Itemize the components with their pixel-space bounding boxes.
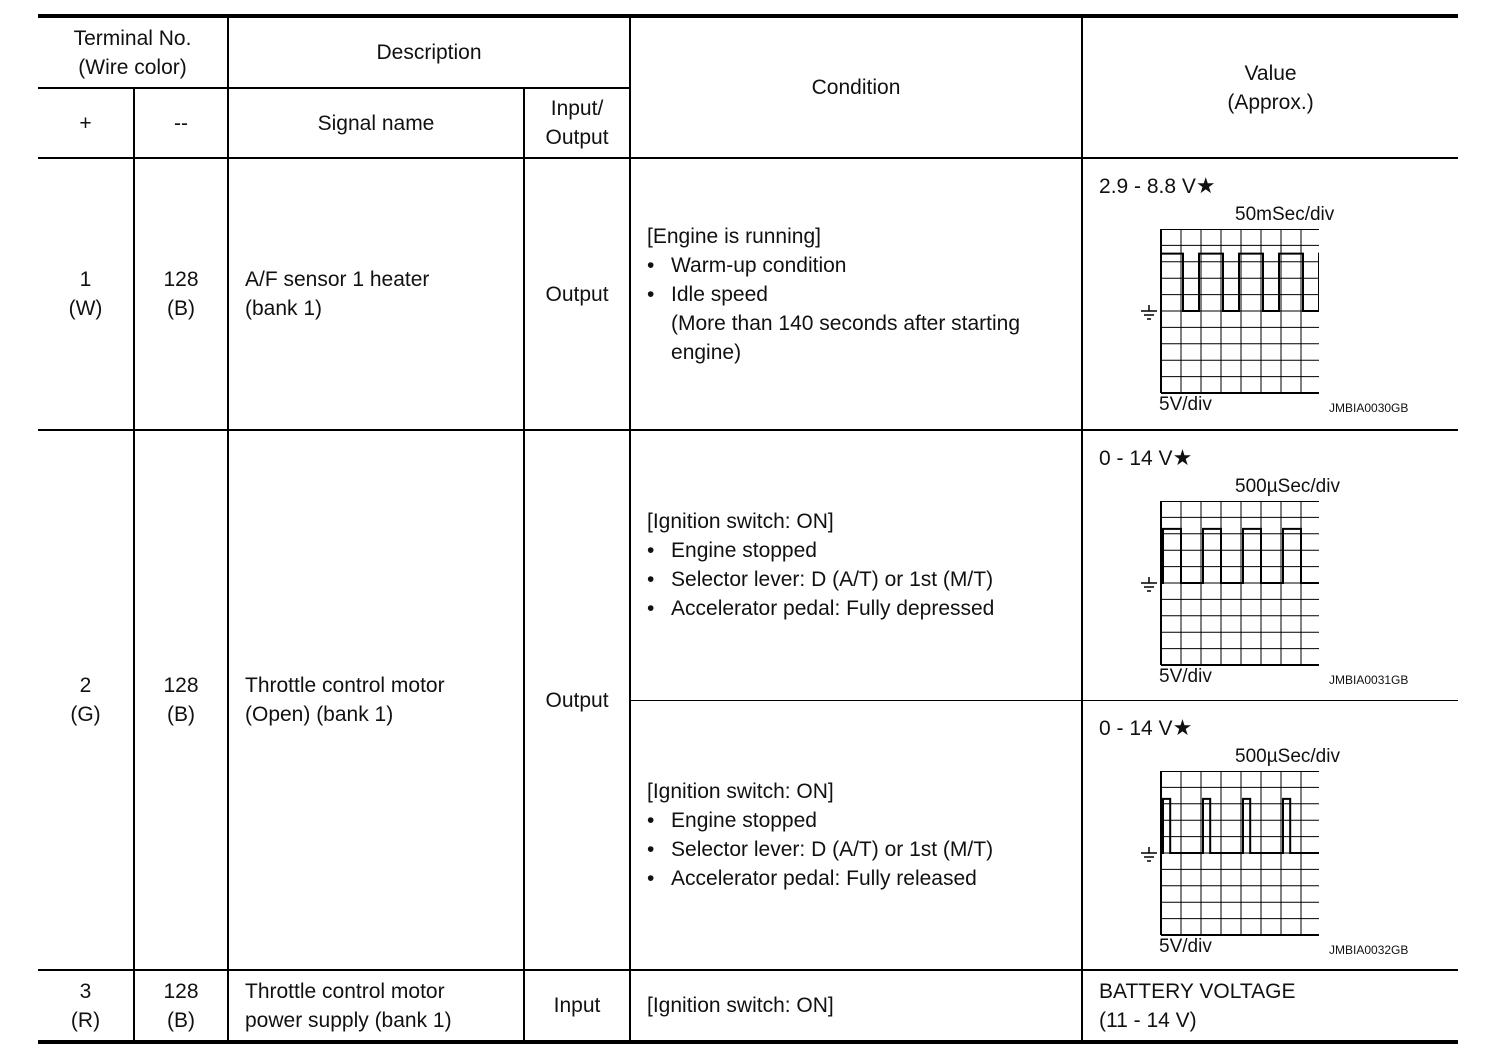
- condition-title: [Ignition switch: ON]: [647, 994, 834, 1017]
- scope-volt-division: 5V/div: [1159, 394, 1212, 415]
- terminal-minus-cell: [134, 970, 228, 1042]
- star-icon: ★: [1172, 714, 1193, 740]
- figure-code: JMBIA0032GB: [1329, 942, 1409, 957]
- terminal-spec-table: [38, 14, 1458, 1044]
- scope-trace: [1161, 798, 1319, 852]
- value-header: [1082, 16, 1458, 158]
- value-text: 0 - 14 V: [1099, 447, 1173, 470]
- condition-cell: [630, 430, 1082, 700]
- scope-time-division: 500µSec/div: [1235, 745, 1340, 767]
- signal-name-line-2: (bank 1): [245, 297, 323, 320]
- scope-waveform: [1139, 501, 1319, 667]
- signal-name-header: [228, 88, 524, 158]
- condition-bullet: • Idle speed: [647, 280, 1081, 309]
- scope-waveform: [1139, 229, 1319, 395]
- input-output-label-1: Input/: [550, 97, 604, 120]
- signal-name-cell: [228, 158, 524, 430]
- condition-bullet: • Accelerator pedal: Fully depressed: [647, 594, 1081, 623]
- value-text: 2.9 - 8.8 V: [1099, 175, 1196, 198]
- ground-icon: [1141, 305, 1157, 319]
- io-value: Input: [553, 994, 601, 1017]
- plus-label: +: [79, 111, 92, 135]
- scope-waveform: [1139, 771, 1319, 937]
- wire-color-minus: (B): [167, 297, 195, 320]
- minus-header: [134, 88, 228, 158]
- signal-name-cell: [228, 430, 524, 970]
- wire-color-label: (Wire color): [78, 55, 187, 79]
- condition-note-2: engine): [671, 340, 742, 364]
- approx-label: (Approx.): [1227, 90, 1314, 114]
- condition-cell: [630, 970, 1082, 1042]
- input-output-label-2: Output: [545, 126, 609, 149]
- terminal-no-header: [38, 16, 228, 88]
- terminal-minus: 128: [163, 674, 199, 697]
- star-icon: ★: [1195, 173, 1216, 198]
- scope-time-division: 50mSec/div: [1235, 204, 1335, 225]
- wire-color-minus: (B): [167, 1008, 195, 1032]
- terminal-plus-cell: [38, 158, 134, 430]
- figure-code: JMBIA0030GB: [1329, 401, 1409, 415]
- signal-name-label: Signal name: [317, 111, 435, 135]
- condition-header: [630, 16, 1082, 158]
- terminal-minus-cell: [134, 158, 228, 430]
- terminal-plus: 2: [79, 674, 92, 697]
- condition-cell: [630, 158, 1082, 430]
- io-cell: [524, 158, 630, 430]
- condition-bullet: • Engine stopped: [647, 806, 1081, 835]
- signal-name-line-2: (Open) (bank 1): [245, 703, 394, 726]
- value-range: [1099, 713, 1192, 743]
- wire-color-plus: (G): [70, 703, 101, 726]
- value-range: [1099, 171, 1216, 201]
- condition-note-1: (More than 140 seconds after starting: [671, 311, 1021, 335]
- value-range: [1099, 443, 1192, 473]
- scope-volt-division: 5V/div: [1159, 935, 1212, 957]
- wire-color-plus: (W): [68, 297, 103, 320]
- terminal-plus: 3: [79, 979, 92, 1003]
- wire-color-minus: (B): [167, 703, 195, 726]
- table-row: [38, 430, 1458, 700]
- value-label: Value: [1244, 61, 1297, 85]
- star-icon: ★: [1172, 445, 1193, 470]
- signal-name-line-1: A/F sensor 1 heater: [245, 268, 430, 291]
- figure-code: JMBIA0031GB: [1329, 673, 1409, 687]
- value-cell: [1082, 158, 1458, 430]
- description-label: Description: [376, 41, 482, 64]
- value-cell: [1082, 970, 1458, 1042]
- input-output-header: [524, 88, 630, 158]
- terminal-plus-cell: [38, 970, 134, 1042]
- scope-volt-division: 5V/div: [1159, 666, 1212, 687]
- condition-bullet: • Engine stopped: [647, 536, 1081, 565]
- io-cell: [524, 430, 630, 970]
- battery-voltage-range: (11 - 14 V): [1099, 1008, 1197, 1032]
- header-row-1: [38, 16, 1458, 88]
- condition-title: [Ignition switch: ON]: [647, 510, 834, 534]
- condition-bullet: • Selector lever: D (A/T) or 1st (M/T): [647, 835, 1081, 864]
- scope-time-division: 500µSec/div: [1235, 476, 1340, 497]
- terminal-plus-cell: [38, 430, 134, 970]
- ground-icon: [1141, 847, 1157, 861]
- signal-name-line-2: power supply (bank 1): [245, 1008, 452, 1032]
- battery-voltage-label: BATTERY VOLTAGE: [1099, 979, 1296, 1003]
- condition-bullet: • Selector lever: D (A/T) or 1st (M/T): [647, 565, 1081, 594]
- io-value: Output: [545, 688, 609, 712]
- terminal-minus: 128: [163, 979, 199, 1003]
- plus-header: [38, 88, 134, 158]
- minus-label: --: [174, 111, 188, 135]
- signal-name-line-1: Throttle control motor: [245, 674, 445, 697]
- io-cell: [524, 970, 630, 1042]
- io-value: Output: [545, 282, 609, 306]
- value-cell: [1082, 700, 1458, 970]
- condition-label: Condition: [811, 76, 901, 99]
- signal-name-cell: [228, 970, 524, 1042]
- terminal-minus-cell: [134, 430, 228, 970]
- terminal-minus: 128: [163, 268, 199, 291]
- condition-title: [Ignition switch: ON]: [647, 779, 834, 803]
- condition-bullet: • Warm-up condition: [647, 251, 1081, 280]
- table-row: [38, 970, 1458, 1042]
- value-text: 0 - 14 V: [1099, 716, 1173, 740]
- wire-color-plus: (R): [70, 1008, 101, 1032]
- value-cell: [1082, 430, 1458, 700]
- condition-cell: [630, 700, 1082, 970]
- condition-title: [Engine is running]: [647, 224, 821, 248]
- condition-bullet: • Accelerator pedal: Fully released: [647, 864, 1081, 893]
- table-row: [38, 158, 1458, 430]
- scope-trace: [1161, 529, 1319, 583]
- signal-name-line-1: Throttle control motor: [245, 979, 445, 1003]
- description-header: [228, 16, 630, 88]
- ground-icon: [1141, 577, 1157, 591]
- terminal-no-label: Terminal No.: [73, 26, 192, 50]
- terminal-plus: 1: [79, 268, 92, 291]
